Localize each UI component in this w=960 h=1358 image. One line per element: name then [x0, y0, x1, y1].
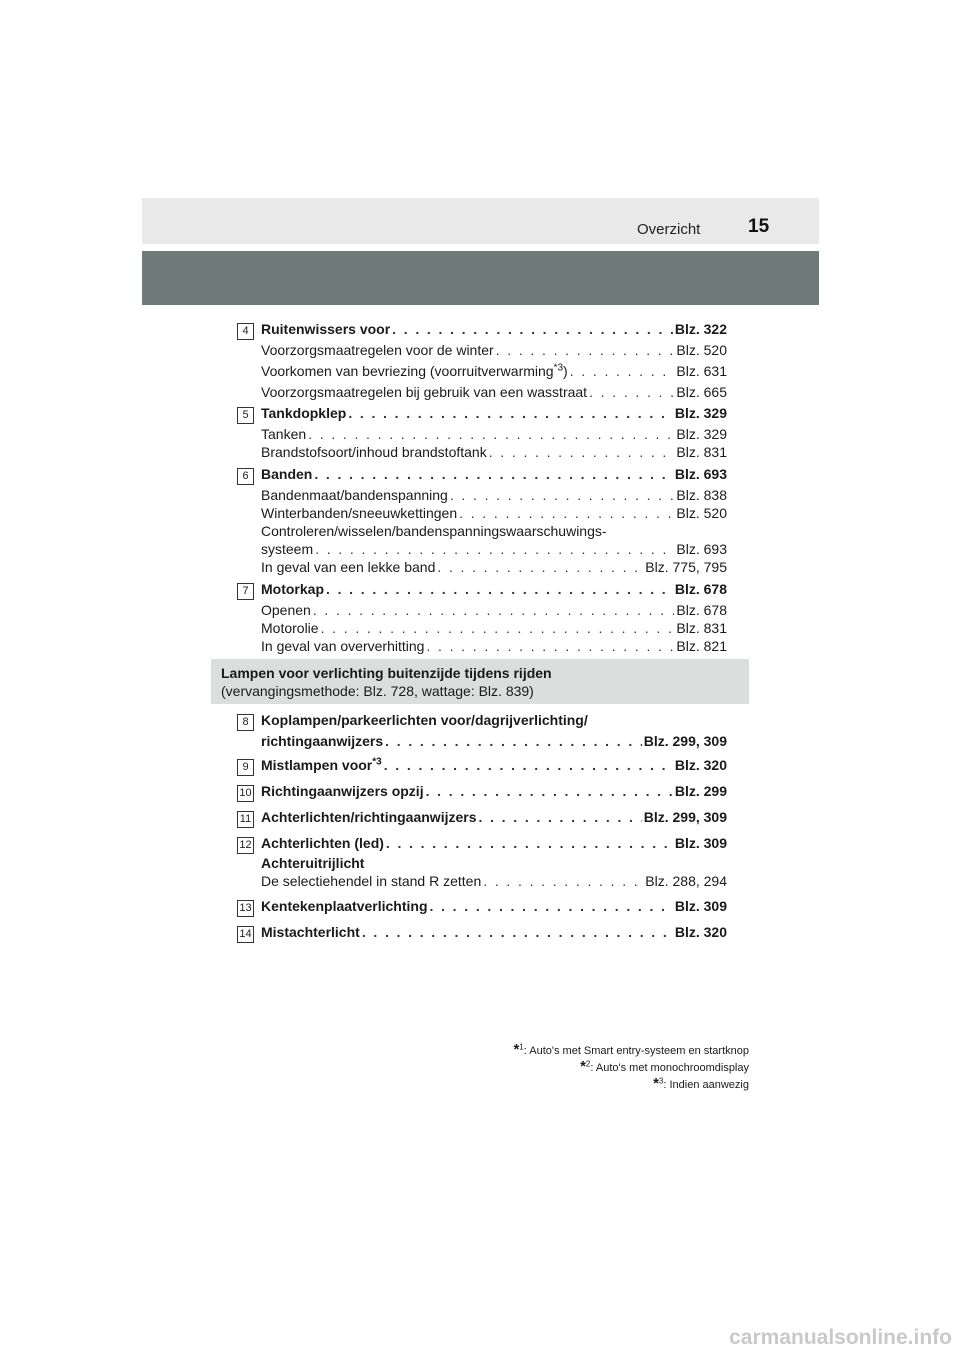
page-ref: Blz. 838: [676, 487, 727, 503]
lamp-section-title: Lampen voor verlichting buitenzijde tijdens rijden: [221, 665, 552, 681]
sub-line[interactable]: [261, 872, 727, 890]
lamp-section-subtitle: (vervangingsmethode: Blz. 728, wattage: Blz. 839): [221, 683, 534, 699]
lamp-entry-10: [237, 782, 727, 803]
main-line[interactable]: [261, 404, 727, 422]
leader-dots: [313, 601, 675, 619]
entry-tires: [237, 465, 727, 576]
leader-dots: [489, 443, 675, 461]
entry-label: Kentekenplaatverlichting: [261, 898, 428, 914]
page-ref: Blz. 520: [676, 342, 727, 358]
page-ref: Blz. 299, 309: [643, 733, 727, 749]
reverse-light-title: Achteruitrijlicht: [261, 855, 365, 871]
leader-dots: [589, 383, 674, 401]
page-ref: Blz. 299: [674, 783, 727, 799]
sub-line[interactable]: [261, 443, 727, 461]
entry-label: Tankdopklep: [261, 405, 347, 421]
entry-label: Achterlichten (led): [261, 835, 384, 851]
sub-label: Openen: [261, 602, 311, 618]
page-ref: Blz. 329: [676, 426, 727, 442]
lamp-entry-11: [237, 808, 727, 829]
leader-dots: [570, 362, 675, 380]
page-ref: Blz. 320: [674, 757, 727, 773]
page-ref: Blz. 775, 795: [645, 559, 727, 575]
lamp-section-header: [211, 659, 749, 704]
sub-line[interactable]: [261, 362, 727, 380]
sub-label: Voorzorgsmaatregelen voor de winter: [261, 342, 494, 358]
sub-label: Winterbanden/sneeuwkettingen: [261, 505, 458, 521]
lamp-entry: [237, 897, 727, 915]
page-ref: Blz. 678: [674, 581, 727, 597]
entry-label: Achterlichten/richtingaanwijzers: [261, 809, 477, 825]
leader-dots: [362, 923, 673, 941]
sub-line[interactable]: [261, 601, 727, 619]
page-ref: Blz. 678: [676, 602, 727, 618]
title-band: [142, 251, 819, 305]
page-ref: Blz. 631: [676, 363, 727, 379]
sub-label: Voorzorgsmaatregelen bij gebruik van een wasstraat: [261, 384, 588, 400]
page-ref: Blz. 520: [676, 505, 727, 521]
sub-line[interactable]: [261, 341, 727, 359]
leader-dots: [437, 558, 643, 576]
leader-dots: [321, 619, 675, 637]
page-ref: Blz. 320: [674, 924, 727, 940]
entry-label: Banden: [261, 466, 313, 482]
leader-dots: [459, 504, 674, 522]
main-line[interactable]: [261, 782, 727, 800]
entry-label: Motorkap: [261, 581, 324, 597]
sub-line[interactable]: [261, 486, 727, 504]
entry-label: Ruitenwissers voor: [261, 321, 391, 337]
footnote: *$^1$: Auto's met Smart entry-systeem en startknop: [513, 1041, 749, 1058]
page-ref: Blz. 831: [676, 620, 727, 636]
sub-label: Tanken: [261, 426, 307, 442]
callout-number: 12: [237, 837, 254, 854]
entry-group-4: [237, 320, 727, 401]
lamp-entry: [237, 834, 727, 890]
leader-dots: [348, 404, 673, 422]
page-ref: Blz. 329: [674, 405, 727, 421]
callout-number: 11: [237, 811, 254, 828]
entry-label: Mistachterlicht: [261, 924, 360, 940]
leader-dots: [450, 486, 675, 504]
footnote: *$^3$: Indien aanwezig: [653, 1075, 749, 1092]
leader-dots: [386, 834, 673, 852]
footnote: *$^2$: Auto's met monochroomdisplay: [580, 1058, 749, 1075]
callout-number: 5: [237, 407, 254, 424]
sub-line[interactable]: [261, 504, 727, 522]
main-line[interactable]: [261, 897, 727, 915]
lamp-entry: [237, 782, 727, 800]
leader-dots: [483, 872, 643, 890]
entry-group-5: [237, 404, 727, 461]
section-title: Overzicht: [637, 221, 701, 238]
main-line[interactable]: [261, 834, 727, 852]
sub-label: In geval van oververhitting: [261, 638, 425, 654]
main-line[interactable]: [261, 808, 727, 826]
sub-line[interactable]: [261, 425, 727, 443]
entry-label: richtingaanwijzers: [261, 733, 384, 749]
lamp-entry-8: [237, 711, 727, 753]
leader-dots: [426, 637, 674, 655]
leader-dots: [308, 425, 674, 443]
lamp-entry: [237, 808, 727, 826]
main-line[interactable]: [261, 732, 727, 750]
callout-number: 7: [237, 583, 254, 600]
leader-dots: [496, 341, 675, 359]
page-ref: Blz. 831: [676, 444, 727, 460]
callout-number: 10: [237, 785, 254, 802]
lamp-entry-9: [237, 756, 727, 777]
entry-group-7: [237, 580, 727, 655]
main-line[interactable]: [261, 580, 727, 598]
leader-dots: [479, 808, 642, 826]
entry-group-6: [237, 465, 727, 576]
page-number: 15: [748, 216, 770, 237]
lamp-entry: [237, 923, 727, 941]
callout-number: 14: [237, 926, 254, 943]
watermark: carmanualsonline.info: [729, 1326, 952, 1349]
lamp-entry-14: [237, 923, 727, 944]
page-ref: Blz. 693: [674, 466, 727, 482]
callout-number: 13: [237, 900, 254, 917]
footnotes: [513, 1042, 749, 1093]
entry-label-wrapped: Koplampen/parkeerlichten voor/dagrijverlichting/: [261, 712, 588, 728]
leader-dots: [314, 465, 673, 483]
sub-label: Bandenmaat/bandenspanning: [261, 487, 448, 503]
entry-windshield-wipers: [237, 320, 727, 401]
callout-number: 8: [237, 714, 254, 731]
leader-dots: [384, 756, 673, 774]
lamp-entry-12: [237, 834, 727, 890]
page-ref: Blz. 309: [674, 835, 727, 851]
sub-label: De selectiehendel in stand R zetten: [261, 873, 482, 889]
callout-number: 6: [237, 468, 254, 485]
page-ref: Blz. 299, 309: [643, 809, 727, 825]
sub-label-wrapped: Controleren/wisselen/bandenspanningswaarschuwings-: [261, 523, 607, 539]
leader-dots: [426, 782, 673, 800]
entry-hood: [237, 580, 727, 655]
header-band: [142, 198, 819, 244]
main-line[interactable]: [261, 320, 727, 338]
callout-number: 9: [237, 759, 254, 776]
page-ref: Blz. 693: [676, 541, 727, 557]
sub-label: systeem: [261, 541, 314, 557]
page-ref: Blz. 288, 294: [645, 873, 727, 889]
page-ref: Blz. 322: [674, 321, 727, 337]
entry-fuel-door: [237, 404, 727, 461]
sub-label: Brandstofsoort/inhoud brandstoftank: [261, 444, 487, 460]
lamp-entry: [237, 756, 727, 774]
sub-line[interactable]: [261, 540, 727, 558]
leader-dots: [315, 540, 674, 558]
lamp-entry-13: [237, 897, 727, 918]
leader-dots: [385, 732, 642, 750]
sub-label: Motorolie: [261, 620, 319, 636]
footnote-mark: *3: [372, 756, 382, 768]
lamp-entry: [237, 711, 727, 750]
main-line[interactable]: [261, 923, 727, 941]
main-line[interactable]: [261, 756, 727, 774]
leader-dots: [430, 897, 673, 915]
sub-line[interactable]: [261, 558, 727, 576]
sub-line[interactable]: [261, 383, 727, 401]
leader-dots: [326, 580, 673, 598]
sub-line[interactable]: [261, 619, 727, 637]
footnote-mark: *3: [553, 362, 564, 374]
page-ref: Blz. 821: [676, 638, 727, 654]
sub-line[interactable]: [261, 637, 727, 655]
page-ref: Blz. 665: [676, 384, 727, 400]
main-line[interactable]: [261, 465, 727, 483]
sub-label: In geval van een lekke band: [261, 559, 436, 575]
entry-label: Richtingaanwijzers opzij: [261, 783, 424, 799]
entry-label: Mistlampen voor$^{*3}$: [261, 756, 382, 773]
leader-dots: [392, 320, 673, 338]
page-ref: Blz. 309: [674, 898, 727, 914]
callout-number: 4: [237, 323, 254, 340]
sub-label: Voorkomen van bevriezing (voorruitverwarming$^{*3}$): [261, 362, 568, 379]
